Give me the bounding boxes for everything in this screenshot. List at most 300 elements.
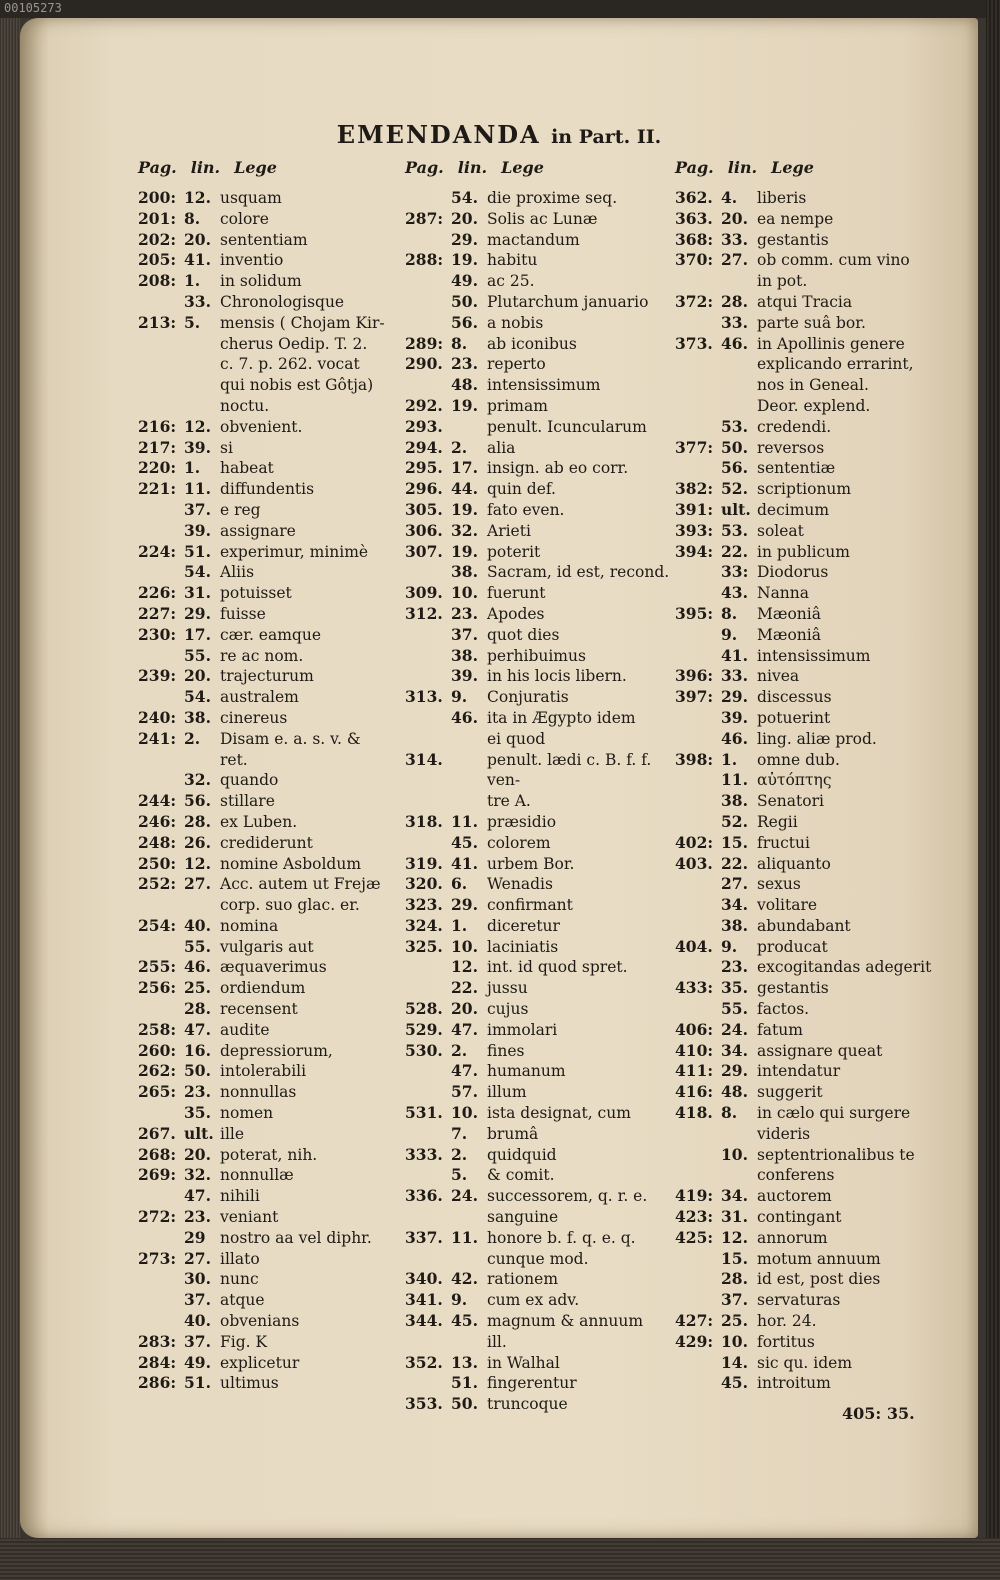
line-number: 41. [721,645,748,665]
page-number [138,292,184,313]
errata-column-2 [405,158,680,1415]
errata-entry [405,354,680,375]
line-number: 44. [451,479,478,499]
correction-text: experimur, minimè [220,542,369,561]
page-number: 200: [138,188,177,207]
line-number: 33. [721,229,748,249]
page-number: 292. [405,395,443,415]
line-number: 29. [721,1061,748,1081]
head-pag: Pag. [675,158,714,177]
page-number: 284: [138,1352,177,1372]
page-number [405,375,451,396]
errata-entry [138,562,408,583]
line-number: 29. [451,895,478,915]
page-number [405,1332,451,1353]
page-number: 391: [675,499,714,519]
page-number [405,271,451,292]
correction-text: Disam e. a. s. v. & [220,729,361,748]
errata-entry [138,770,408,791]
errata-entry [675,874,940,895]
entries-list [675,188,940,1394]
correction-text: qui nobis est Gôtja) [220,376,374,395]
page-number [138,1186,184,1207]
errata-entry [675,833,940,854]
line-number [721,396,757,417]
head-lin: lin. [190,158,221,177]
page-number: 305. [405,499,443,519]
line-number: 49. [451,271,478,291]
page-number: 406: [675,1019,714,1039]
errata-entry [138,375,408,396]
errata-entry [138,354,408,375]
correction-text: illato [220,1249,260,1268]
line-number: 37. [184,499,211,519]
errata-entry [405,791,680,812]
line-number: 11. [451,811,478,831]
correction-text: rationem [487,1270,559,1289]
page-number: 248: [138,832,177,852]
errata-entry [138,604,408,625]
page-number [138,1290,184,1311]
page-number: 419: [675,1186,714,1206]
errata-entry [675,188,940,209]
line-number: 23. [451,354,478,374]
line-number: 8. [184,208,201,228]
errata-entry [675,1041,940,1062]
correction-text: illum [487,1083,527,1102]
correction-text: re ac nom. [220,646,304,665]
errata-entry [138,1124,408,1145]
line-number [184,334,220,355]
correction-text: credendi. [757,417,832,436]
correction-text: usquam [220,189,282,207]
errata-entry [405,625,680,646]
correction-text: honore b. f. q. e. q. [487,1228,636,1247]
correction-text: annorum [757,1228,828,1247]
page-number: 320. [405,874,443,894]
line-number: 25. [184,978,211,998]
line-number: 56. [721,458,748,478]
line-number: 57. [451,1082,478,1102]
page-number: 306. [405,520,443,540]
correction-text: reversos [757,438,825,457]
errata-entry [405,812,680,833]
errata-entry [675,334,940,355]
correction-text: nihili [220,1187,260,1206]
page-number [405,1165,451,1186]
page-number [675,375,721,396]
errata-entry [405,1061,680,1082]
correction-text: præsidio [487,812,557,831]
page-number [675,458,721,479]
page-number: 244: [138,791,177,811]
line-number: 27. [184,874,211,894]
errata-entry [138,999,408,1020]
errata-entry [675,1207,940,1228]
page-number [675,354,721,375]
correction-text: αὐτόπτης [757,771,832,790]
line-number: 38. [721,791,748,811]
line-number: 33. [721,666,748,686]
correction-text: habitu [487,251,538,270]
correction-text: alia [487,438,516,457]
page-number: 268: [138,1144,177,1164]
line-number: 22. [451,978,478,998]
line-number: 31. [184,583,211,603]
page-number: 393: [675,520,714,540]
errata-entry [675,1082,940,1103]
line-number: 54. [184,562,211,582]
line-number: 35. [184,1103,211,1123]
correction-text: poterit [487,542,541,561]
errata-entry [405,1269,680,1290]
line-number: 20. [451,999,478,1019]
page-number [405,1207,451,1228]
column-head [675,158,940,188]
page-number [405,230,451,251]
correction-text: a nobis [487,313,544,332]
line-number: 9. [721,624,738,644]
errata-entry [675,604,940,625]
correction-text: ling. aliæ prod. [757,729,877,748]
errata-entry [138,396,408,417]
line-number [451,729,487,750]
page-number: 403. [675,853,713,873]
errata-entry [675,230,940,251]
page-number: 398: [675,749,714,769]
errata-entry [405,562,680,583]
correction-text: recensent [220,1000,298,1019]
line-number: ult. [184,1123,214,1143]
page-number [405,666,451,687]
page-number [138,375,184,396]
page-number [138,770,184,791]
correction-text: discessus [757,688,832,707]
page-number: 269: [138,1165,177,1185]
line-number: 28. [721,1269,748,1289]
correction-text: fuerunt [487,584,546,603]
errata-entry [138,729,408,750]
line-number: 24. [721,1019,748,1039]
line-number: 11. [721,770,748,790]
correction-text: in Walhal [487,1353,560,1372]
errata-entry [675,375,940,396]
page-number: 221: [138,479,177,499]
page-number [138,500,184,521]
errata-entry [138,895,408,916]
line-number: 12. [184,416,211,436]
line-number: 50. [451,1394,478,1414]
line-number: 29 [184,1227,206,1247]
correction-text: ex Luben. [220,812,298,831]
page-number: 289: [405,333,444,353]
page-number: 258: [138,1019,177,1039]
errata-entry [138,1353,408,1374]
correction-text: nomen [220,1104,274,1123]
correction-text: suggerit [757,1083,823,1102]
correction-text: fato even. [487,500,565,519]
line-number: 32. [184,1165,211,1185]
correction-text: æquaverimus [220,958,327,977]
correction-text: motum annuum [757,1249,881,1268]
line-number: 48. [721,1082,748,1102]
correction-text: cær. eamque [220,625,321,644]
errata-entry [405,1311,680,1332]
errata-entry [675,1373,940,1394]
page-number: 273: [138,1248,177,1268]
head-lin: lin. [457,158,488,177]
page-number: 411: [675,1061,714,1081]
errata-entry [675,1124,940,1145]
page-number [405,957,451,978]
page-number: 313. [405,687,443,707]
page-number [675,874,721,895]
errata-entry [675,895,940,916]
title-main: EMENDANDA [336,120,541,149]
page-number: 395: [675,603,714,623]
line-number: 51. [451,1373,478,1393]
errata-entry [405,1394,680,1415]
page-number: 256: [138,978,177,998]
line-number: ult. [721,499,751,519]
correction-text: fingerentur [487,1374,577,1393]
errata-entry [405,500,680,521]
page-number: 427: [675,1311,714,1331]
correction-text: nostro aa vel diphr. [220,1228,372,1247]
page-number: 333. [405,1144,443,1164]
line-number [184,396,220,417]
errata-entry [138,1311,408,1332]
correction-text: int. id quod spret. [487,958,628,977]
page-number: 224: [138,541,177,561]
page-number: 363. [675,208,713,228]
page-number [675,562,721,583]
line-number: 33: [721,562,749,582]
page-number: 290. [405,354,443,374]
page-number: 201: [138,208,177,228]
line-number: 28. [721,291,748,311]
line-number: 46. [721,333,748,353]
errata-entry [405,1290,680,1311]
line-number: 38. [451,562,478,582]
correction-text: diffundentis [220,480,315,499]
errata-entry [138,1186,408,1207]
page-stack-right-edge [986,0,1000,1580]
correction-text: Nanna [757,584,810,603]
errata-entry [405,708,680,729]
page-number [405,708,451,729]
page-number [405,1373,451,1394]
errata-entry [138,833,408,854]
page-number [405,646,451,667]
correction-text: Conjuratis [487,688,569,707]
line-number: 46. [184,957,211,977]
errata-entry [675,1020,940,1041]
correction-text: conferens [757,1166,835,1185]
errata-entry [405,1020,680,1041]
page-number: 255: [138,957,177,977]
errata-entry [138,916,408,937]
correction-text: introitum [757,1374,831,1393]
correction-text: intensissimum [757,646,871,665]
errata-entry [675,1165,940,1186]
line-number: 19. [451,499,478,519]
errata-entry [138,250,408,271]
correction-text: fructui [757,833,810,852]
correction-text: nonnullas [220,1083,297,1102]
correction-text: poterat, nih. [220,1145,318,1164]
correction-text: Chronologisque [220,292,345,311]
correction-text: contingant [757,1208,842,1227]
page-number [138,646,184,667]
correction-text: insign. ab eo corr. [487,459,629,478]
errata-entry [138,271,408,292]
errata-entry [405,604,680,625]
line-number [451,750,487,792]
correction-text: in publicum [757,542,850,561]
line-number: 34. [721,1040,748,1060]
errata-entry [138,313,408,334]
errata-entry [138,334,408,355]
line-number: 20. [184,229,211,249]
line-number: 2. [451,437,468,457]
line-number: 9. [721,936,738,956]
errata-entry [138,750,408,771]
correction-text: intolerabili [220,1062,307,1081]
line-number: 37. [721,1290,748,1310]
correction-text: jussu [487,979,528,998]
correction-text: humanum [487,1062,566,1081]
line-number: 1. [184,458,201,478]
correction-text: nonnullæ [220,1166,294,1185]
page-number: 373. [675,333,713,353]
page-number: 325. [405,936,443,956]
errata-entry [675,1332,940,1353]
page-number [138,1228,184,1249]
column-head [138,158,408,188]
page-number [405,1124,451,1145]
correction-text: truncoque [487,1395,568,1414]
correction-text: & comit. [487,1166,555,1185]
correction-text: assignare queat [757,1041,883,1060]
correction-text: potuisset [220,584,292,603]
page-number: 208: [138,271,177,291]
line-number: 23. [184,1207,211,1227]
line-number: 56. [451,312,478,332]
errata-entry [138,1061,408,1082]
page-number: 429: [675,1331,714,1351]
correction-text: in cælo qui surgere [757,1104,911,1123]
errata-entry [138,292,408,313]
errata-entry [138,1041,408,1062]
errata-entry [405,313,680,334]
line-number: 5. [451,1165,468,1185]
line-number: 39. [184,437,211,457]
page-number: 404. [675,936,713,956]
line-number: 28. [184,811,211,831]
page-number: 410: [675,1040,714,1060]
errata-entry [138,1103,408,1124]
correction-text: ultimus [220,1374,279,1393]
errata-entry [675,1228,940,1249]
correction-text: immolari [487,1020,558,1039]
line-number: 9. [451,1290,468,1310]
page-number [675,916,721,937]
page-number: 283: [138,1331,177,1351]
correction-text: laciniatis [487,937,559,956]
correction-text: Mæoniâ [757,625,821,644]
correction-text: fines [487,1041,525,1060]
line-number: 54. [184,687,211,707]
correction-text: abundabant [757,916,851,935]
errata-entry [675,750,940,771]
page-number: 425: [675,1227,714,1247]
errata-entry [675,646,940,667]
line-number: 37. [184,1290,211,1310]
page-number [405,978,451,999]
errata-entry [405,1373,680,1394]
correction-text: nivea [757,667,800,686]
errata-entry [405,1041,680,1062]
line-number: 10. [451,1103,478,1123]
page-number: 267. [138,1123,176,1143]
page-number [138,687,184,708]
line-number: 15. [721,1248,748,1268]
page-number [405,313,451,334]
page-number [675,791,721,812]
page-number: 213: [138,312,177,332]
correction-text: auctorem [757,1187,832,1206]
line-number: 56. [184,791,211,811]
correction-text: Plutarchum januario [487,292,649,311]
errata-column-1 [138,158,408,1394]
page-number [138,396,184,417]
line-number: 2. [184,728,201,748]
line-number: 38. [451,645,478,665]
correction-text: nomina [220,916,279,935]
page-number [405,1061,451,1082]
page-number: 324. [405,915,443,935]
page-number [138,937,184,958]
correction-text: servaturas [757,1291,841,1310]
errata-entry [138,1373,408,1394]
correction-text: mensis ( Chojam Kir- [220,313,385,332]
page-number: 293. [405,416,443,436]
errata-entry [138,791,408,812]
errata-entry [405,978,680,999]
errata-entry [405,250,680,271]
page-number [675,1353,721,1374]
errata-entry [405,833,680,854]
errata-entry [675,999,940,1020]
errata-entry [138,500,408,521]
line-number: 22. [721,853,748,873]
page-number: 337. [405,1227,443,1247]
errata-entry [138,666,408,687]
errata-entry [675,417,940,438]
line-number: 30. [184,1269,211,1289]
page-number [675,895,721,916]
correction-text: quot dies [487,625,560,644]
head-lin: lin. [727,158,758,177]
correction-text: Acc. autem ut Frejæ [220,875,381,894]
line-number: 22. [721,541,748,561]
errata-entry [138,230,408,251]
correction-text: in pot. [757,272,808,291]
errata-entry [675,1186,940,1207]
errata-entry [675,812,940,833]
catchword: 405: 35. [842,1404,915,1423]
